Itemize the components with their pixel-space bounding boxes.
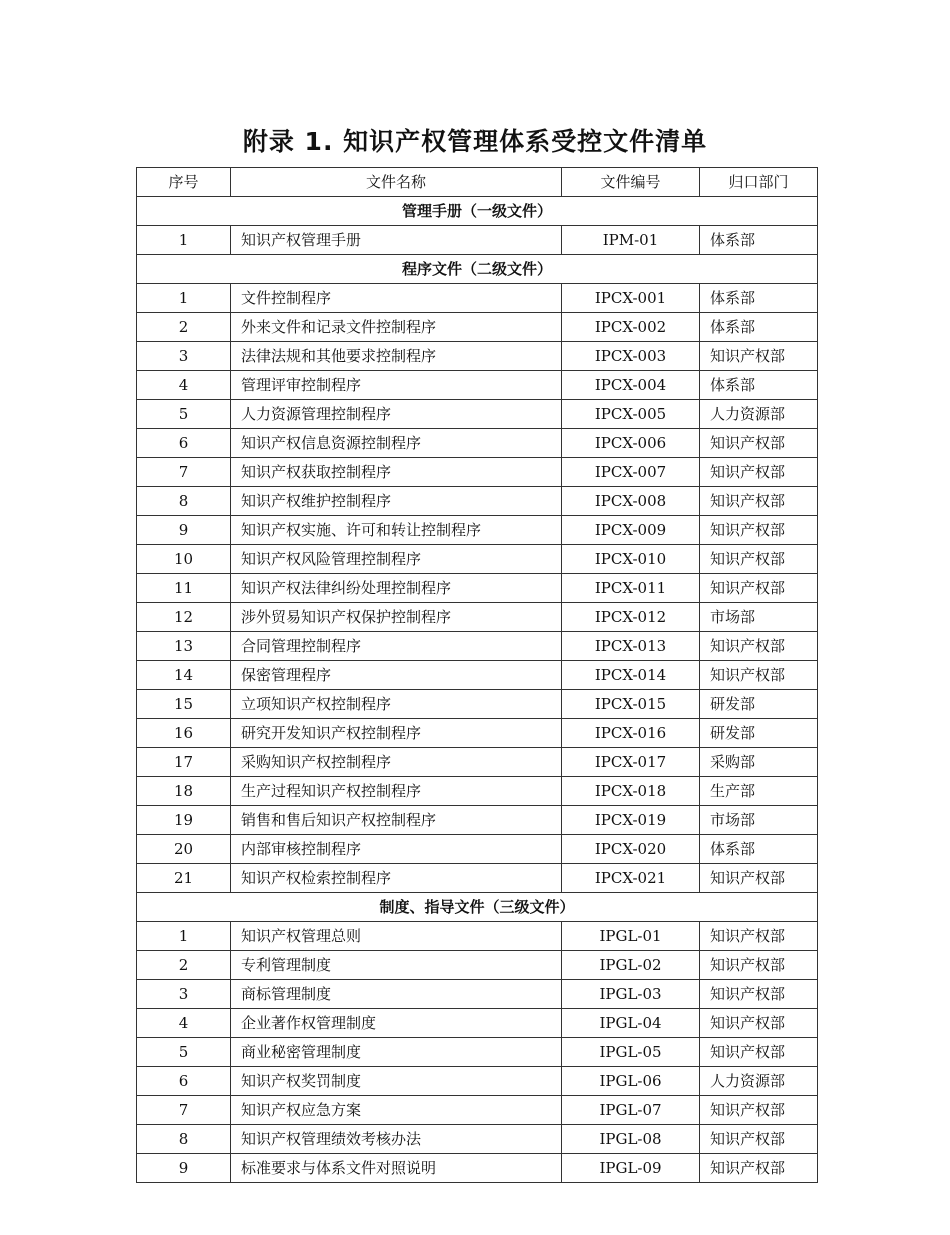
cell-name: 知识产权管理总则	[231, 922, 562, 951]
cell-name: 知识产权维护控制程序	[231, 487, 562, 516]
cell-code: IPCX-011	[562, 574, 700, 603]
cell-dept: 知识产权部	[700, 980, 818, 1009]
cell-name: 知识产权信息资源控制程序	[231, 429, 562, 458]
table-row	[137, 1154, 818, 1183]
cell-code: IPGL-05	[562, 1038, 700, 1067]
table-row	[137, 632, 818, 661]
table-row	[137, 545, 818, 574]
cell-name: 立项知识产权控制程序	[231, 690, 562, 719]
cell-dept: 知识产权部	[700, 661, 818, 690]
table-row	[137, 719, 818, 748]
cell-name: 知识产权管理绩效考核办法	[231, 1125, 562, 1154]
cell-no: 8	[137, 487, 231, 516]
cell-no: 7	[137, 1096, 231, 1125]
header-name: 文件名称	[231, 168, 562, 197]
cell-dept: 人力资源部	[700, 1067, 818, 1096]
table-header-row	[137, 168, 818, 197]
cell-no: 5	[137, 1038, 231, 1067]
cell-dept: 知识产权部	[700, 1038, 818, 1067]
cell-dept: 生产部	[700, 777, 818, 806]
cell-no: 9	[137, 1154, 231, 1183]
table-row	[137, 284, 818, 313]
cell-code: IPGL-01	[562, 922, 700, 951]
cell-code: IPGL-08	[562, 1125, 700, 1154]
cell-dept: 知识产权部	[700, 922, 818, 951]
table-row	[137, 1067, 818, 1096]
cell-name: 商业秘密管理制度	[231, 1038, 562, 1067]
section-row	[137, 197, 818, 226]
table-row	[137, 574, 818, 603]
cell-dept: 知识产权部	[700, 864, 818, 893]
table-row	[137, 400, 818, 429]
cell-no: 5	[137, 400, 231, 429]
cell-dept: 市场部	[700, 806, 818, 835]
table-row	[137, 1038, 818, 1067]
cell-no: 4	[137, 1009, 231, 1038]
cell-code: IPCX-016	[562, 719, 700, 748]
section-label: 程序文件（二级文件）	[137, 255, 818, 284]
cell-code: IPCX-009	[562, 516, 700, 545]
cell-name: 知识产权管理手册	[231, 226, 562, 255]
cell-no: 20	[137, 835, 231, 864]
cell-code: IPGL-06	[562, 1067, 700, 1096]
cell-name: 知识产权检索控制程序	[231, 864, 562, 893]
cell-no: 3	[137, 342, 231, 371]
cell-dept: 体系部	[700, 371, 818, 400]
table-row	[137, 922, 818, 951]
cell-dept: 知识产权部	[700, 951, 818, 980]
cell-name: 合同管理控制程序	[231, 632, 562, 661]
cell-no: 16	[137, 719, 231, 748]
cell-dept: 市场部	[700, 603, 818, 632]
page-title: 附录 1. 知识产权管理体系受控文件清单	[242, 127, 708, 156]
cell-dept: 研发部	[700, 719, 818, 748]
cell-no: 3	[137, 980, 231, 1009]
cell-name: 标准要求与体系文件对照说明	[231, 1154, 562, 1183]
cell-no: 6	[137, 1067, 231, 1096]
cell-dept: 知识产权部	[700, 1009, 818, 1038]
table-row	[137, 1096, 818, 1125]
cell-code: IPGL-07	[562, 1096, 700, 1125]
table-row	[137, 864, 818, 893]
cell-no: 2	[137, 951, 231, 980]
table-row	[137, 371, 818, 400]
table-row	[137, 748, 818, 777]
table-row	[137, 951, 818, 980]
cell-dept: 体系部	[700, 284, 818, 313]
cell-dept: 体系部	[700, 226, 818, 255]
cell-no: 8	[137, 1125, 231, 1154]
cell-dept: 人力资源部	[700, 400, 818, 429]
cell-dept: 知识产权部	[700, 1154, 818, 1183]
table-row	[137, 226, 818, 255]
cell-dept: 知识产权部	[700, 632, 818, 661]
cell-code: IPCX-018	[562, 777, 700, 806]
cell-name: 知识产权应急方案	[231, 1096, 562, 1125]
cell-no: 21	[137, 864, 231, 893]
cell-dept: 采购部	[700, 748, 818, 777]
table-row	[137, 603, 818, 632]
table-row	[137, 1125, 818, 1154]
table-row	[137, 806, 818, 835]
cell-dept: 知识产权部	[700, 545, 818, 574]
cell-name: 文件控制程序	[231, 284, 562, 313]
cell-dept: 体系部	[700, 313, 818, 342]
table-row	[137, 429, 818, 458]
cell-code: IPCX-019	[562, 806, 700, 835]
cell-name: 涉外贸易知识产权保护控制程序	[231, 603, 562, 632]
cell-no: 18	[137, 777, 231, 806]
table-row	[137, 835, 818, 864]
cell-no: 2	[137, 313, 231, 342]
cell-no: 15	[137, 690, 231, 719]
cell-no: 17	[137, 748, 231, 777]
cell-dept: 体系部	[700, 835, 818, 864]
cell-name: 知识产权获取控制程序	[231, 458, 562, 487]
cell-code: IPCX-002	[562, 313, 700, 342]
cell-code: IPCX-015	[562, 690, 700, 719]
cell-name: 研究开发知识产权控制程序	[231, 719, 562, 748]
cell-no: 19	[137, 806, 231, 835]
cell-code: IPCX-007	[562, 458, 700, 487]
cell-name: 企业著作权管理制度	[231, 1009, 562, 1038]
cell-code: IPGL-09	[562, 1154, 700, 1183]
cell-name: 保密管理程序	[231, 661, 562, 690]
cell-dept: 知识产权部	[700, 1096, 818, 1125]
cell-code: IPCX-010	[562, 545, 700, 574]
cell-no: 10	[137, 545, 231, 574]
section-row	[137, 255, 818, 284]
cell-dept: 知识产权部	[700, 516, 818, 545]
cell-no: 1	[137, 226, 231, 255]
table-row	[137, 458, 818, 487]
cell-code: IPGL-04	[562, 1009, 700, 1038]
cell-no: 13	[137, 632, 231, 661]
cell-name: 销售和售后知识产权控制程序	[231, 806, 562, 835]
cell-dept: 知识产权部	[700, 487, 818, 516]
cell-name: 内部审核控制程序	[231, 835, 562, 864]
cell-name: 知识产权风险管理控制程序	[231, 545, 562, 574]
cell-name: 人力资源管理控制程序	[231, 400, 562, 429]
cell-name: 外来文件和记录文件控制程序	[231, 313, 562, 342]
section-label: 制度、指导文件（三级文件）	[137, 893, 818, 922]
cell-code: IPCX-003	[562, 342, 700, 371]
cell-dept: 知识产权部	[700, 458, 818, 487]
cell-name: 管理评审控制程序	[231, 371, 562, 400]
cell-name: 采购知识产权控制程序	[231, 748, 562, 777]
table-row	[137, 313, 818, 342]
cell-no: 6	[137, 429, 231, 458]
cell-code: IPGL-02	[562, 951, 700, 980]
table-row	[137, 1009, 818, 1038]
cell-code: IPCX-005	[562, 400, 700, 429]
cell-code: IPCX-020	[562, 835, 700, 864]
cell-code: IPCX-012	[562, 603, 700, 632]
header-no: 序号	[137, 168, 231, 197]
cell-dept: 知识产权部	[700, 574, 818, 603]
table-row	[137, 342, 818, 371]
cell-name: 知识产权奖罚制度	[231, 1067, 562, 1096]
cell-code: IPCX-004	[562, 371, 700, 400]
cell-name: 知识产权实施、许可和转让控制程序	[231, 516, 562, 545]
cell-no: 9	[137, 516, 231, 545]
cell-dept: 研发部	[700, 690, 818, 719]
cell-no: 7	[137, 458, 231, 487]
cell-no: 14	[137, 661, 231, 690]
cell-no: 12	[137, 603, 231, 632]
table-row	[137, 980, 818, 1009]
cell-dept: 知识产权部	[700, 342, 818, 371]
cell-code: IPCX-021	[562, 864, 700, 893]
cell-dept: 知识产权部	[700, 429, 818, 458]
header-dept: 归口部门	[700, 168, 818, 197]
cell-no: 1	[137, 284, 231, 313]
table-body	[137, 197, 818, 1183]
table-row	[137, 516, 818, 545]
section-label: 管理手册（一级文件）	[137, 197, 818, 226]
document-list-table	[136, 167, 818, 1183]
cell-code: IPCX-006	[562, 429, 700, 458]
table-row	[137, 487, 818, 516]
table-row	[137, 690, 818, 719]
cell-code: IPCX-008	[562, 487, 700, 516]
cell-code: IPCX-001	[562, 284, 700, 313]
cell-name: 商标管理制度	[231, 980, 562, 1009]
header-code: 文件编号	[562, 168, 700, 197]
section-row	[137, 893, 818, 922]
cell-dept: 知识产权部	[700, 1125, 818, 1154]
cell-no: 1	[137, 922, 231, 951]
cell-name: 专利管理制度	[231, 951, 562, 980]
cell-code: IPM-01	[562, 226, 700, 255]
cell-code: IPCX-014	[562, 661, 700, 690]
cell-name: 生产过程知识产权控制程序	[231, 777, 562, 806]
cell-no: 11	[137, 574, 231, 603]
table-row	[137, 777, 818, 806]
cell-name: 知识产权法律纠纷处理控制程序	[231, 574, 562, 603]
cell-no: 4	[137, 371, 231, 400]
cell-code: IPCX-017	[562, 748, 700, 777]
cell-code: IPCX-013	[562, 632, 700, 661]
cell-name: 法律法规和其他要求控制程序	[231, 342, 562, 371]
cell-code: IPGL-03	[562, 980, 700, 1009]
table-row	[137, 661, 818, 690]
